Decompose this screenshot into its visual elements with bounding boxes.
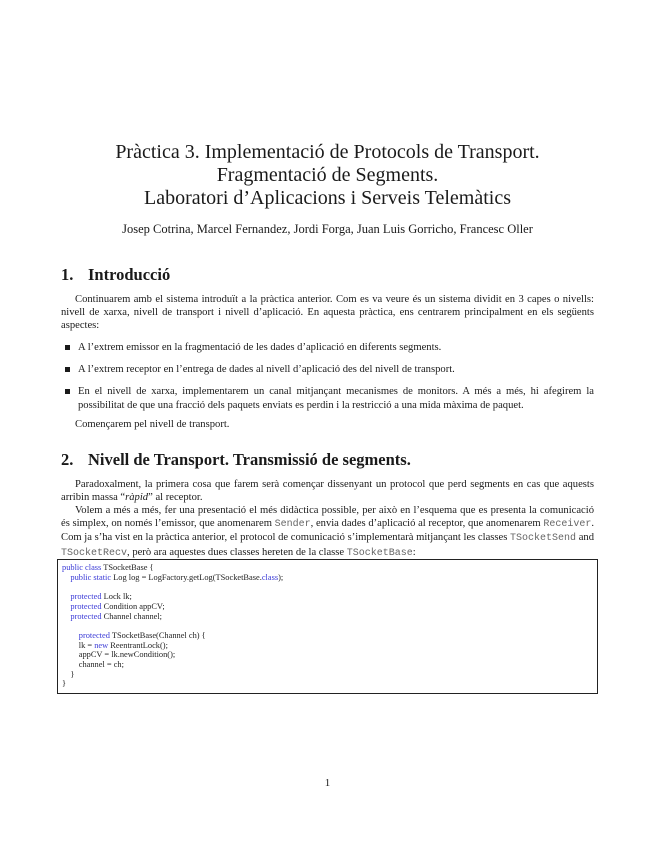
keyword: protected xyxy=(70,592,102,602)
list-item xyxy=(61,385,594,411)
list-item xyxy=(61,341,594,354)
code-text: Lock lk; xyxy=(101,592,132,602)
aspect-list xyxy=(61,341,594,412)
inline-code-receiver: Receiver xyxy=(543,519,592,531)
code-listing xyxy=(57,559,598,694)
paper-title xyxy=(60,141,595,210)
text-run: and xyxy=(576,532,594,544)
text-run: , envia dades d’aplicació al receptor, que anomenarem xyxy=(310,518,544,530)
bullet-icon xyxy=(65,367,70,372)
code-text: Condition appCV; xyxy=(101,601,165,611)
section-2-number: 2. xyxy=(61,450,74,469)
keyword: public xyxy=(62,563,83,572)
list-item-text: A l’extrem receptor en l’entrega de dades al nivell d’aplicació des del nivell de transport. xyxy=(78,364,455,376)
section-1-number: 1. xyxy=(61,265,74,284)
section-2-para-2 xyxy=(61,504,594,560)
text-run: ” al receptor. xyxy=(148,492,203,504)
keyword: class xyxy=(85,563,102,572)
text-run: , però ara aquestes dues classes hereten de la classe xyxy=(127,546,347,558)
section-1-intro: Continuarem amb el sistema introduït a la pràctica anterior. Com es va veure és un sistema dividit en 3 capes o nivells: nivell de xarxa, nivell de transport i nivell d’aplicació. En aquesta pràctica, ens centrarem principalment en els següents aspectes: xyxy=(61,294,594,332)
code-text: ); xyxy=(278,572,284,582)
title-line-2: Fragmentació de Segments. xyxy=(216,164,439,186)
keyword: new xyxy=(94,640,109,650)
page-number: 1 xyxy=(324,777,331,789)
title-line-1: Pràctica 3. Implementació de Protocols de Transport. xyxy=(115,141,540,163)
title-line-3: Laboratori d’Aplicacions i Serveis Telemàtics xyxy=(143,187,511,209)
section-2-para-1 xyxy=(61,478,594,504)
keyword: protected xyxy=(70,601,102,611)
keyword: class xyxy=(261,572,279,582)
list-item-text: En el nivell de xarxa, implementarem un canal mitjançant mecanismes de monitors. A més a més, hi afegirem la possibilitat de que una fracció dels paquets enviats es perdin i la restricció a una mida màxima de paquet. xyxy=(78,386,594,411)
bullet-icon xyxy=(65,345,70,350)
inline-code-sender: Sender xyxy=(274,519,311,531)
author-list: Josep Cotrina, Marcel Fernandez, Jordi Forga, Juan Luis Gorricho, Francesc Oller xyxy=(122,222,533,236)
inline-code-tsocketrecv: TSocketRecv xyxy=(61,547,128,559)
text-run: : xyxy=(412,546,416,558)
code-text: } xyxy=(70,669,75,679)
section-2-heading xyxy=(61,450,411,470)
section-2-title: Nivell de Transport. Transmissió de segments. xyxy=(88,450,411,469)
section-1-heading xyxy=(61,265,170,285)
inline-code-tsocketbase: TSocketBase xyxy=(346,547,413,559)
text-run: Paradoxalment, la primera cosa que farem serà començar dissenyant un protocol que perd segments en cas que aquests arribin massa “ xyxy=(61,479,594,504)
code-text: channel = ch; xyxy=(78,660,124,670)
text-run: . Com ja s’ha vist en la pràctica anterior, el protocol de comunicació s’implementarà mitjançant les classes xyxy=(61,518,594,544)
inline-code-tsocketsend: TSocketSend xyxy=(510,533,577,545)
keyword: static xyxy=(93,572,112,582)
code-block xyxy=(62,563,283,689)
code-text: } xyxy=(62,679,67,689)
list-item-text: A l’extrem emissor en la fragmentació de les dades d’aplicació en diferents segments. xyxy=(78,342,442,353)
section-1-title: Introducció xyxy=(88,265,171,284)
keyword: protected xyxy=(70,611,102,621)
code-text: Channel channel; xyxy=(101,611,163,621)
keyword: public xyxy=(70,572,92,582)
section-1-closing: Començarem pel nivell de transport. xyxy=(75,419,230,430)
code-text: appCV = lk.newCondition(); xyxy=(78,650,176,660)
text-run: Volem a més a més, fer una presentació el més didàctica possible, per això en l’esquema que es presenta la comunicació és simplex, on només l’emissor, que anomenarem xyxy=(61,505,594,530)
list-item xyxy=(61,363,594,376)
bullet-icon xyxy=(65,389,70,394)
code-text: TSocketBase { xyxy=(101,563,154,572)
italic-run: ràpid xyxy=(125,492,149,504)
code-text: TSocketBase(Channel ch) { xyxy=(109,630,206,640)
code-text: Log log = LogFactory.getLog(TSocketBase. xyxy=(111,572,262,582)
keyword: protected xyxy=(78,630,110,640)
code-text: lk = xyxy=(78,640,95,650)
code-text: ReentrantLock(); xyxy=(108,640,168,650)
